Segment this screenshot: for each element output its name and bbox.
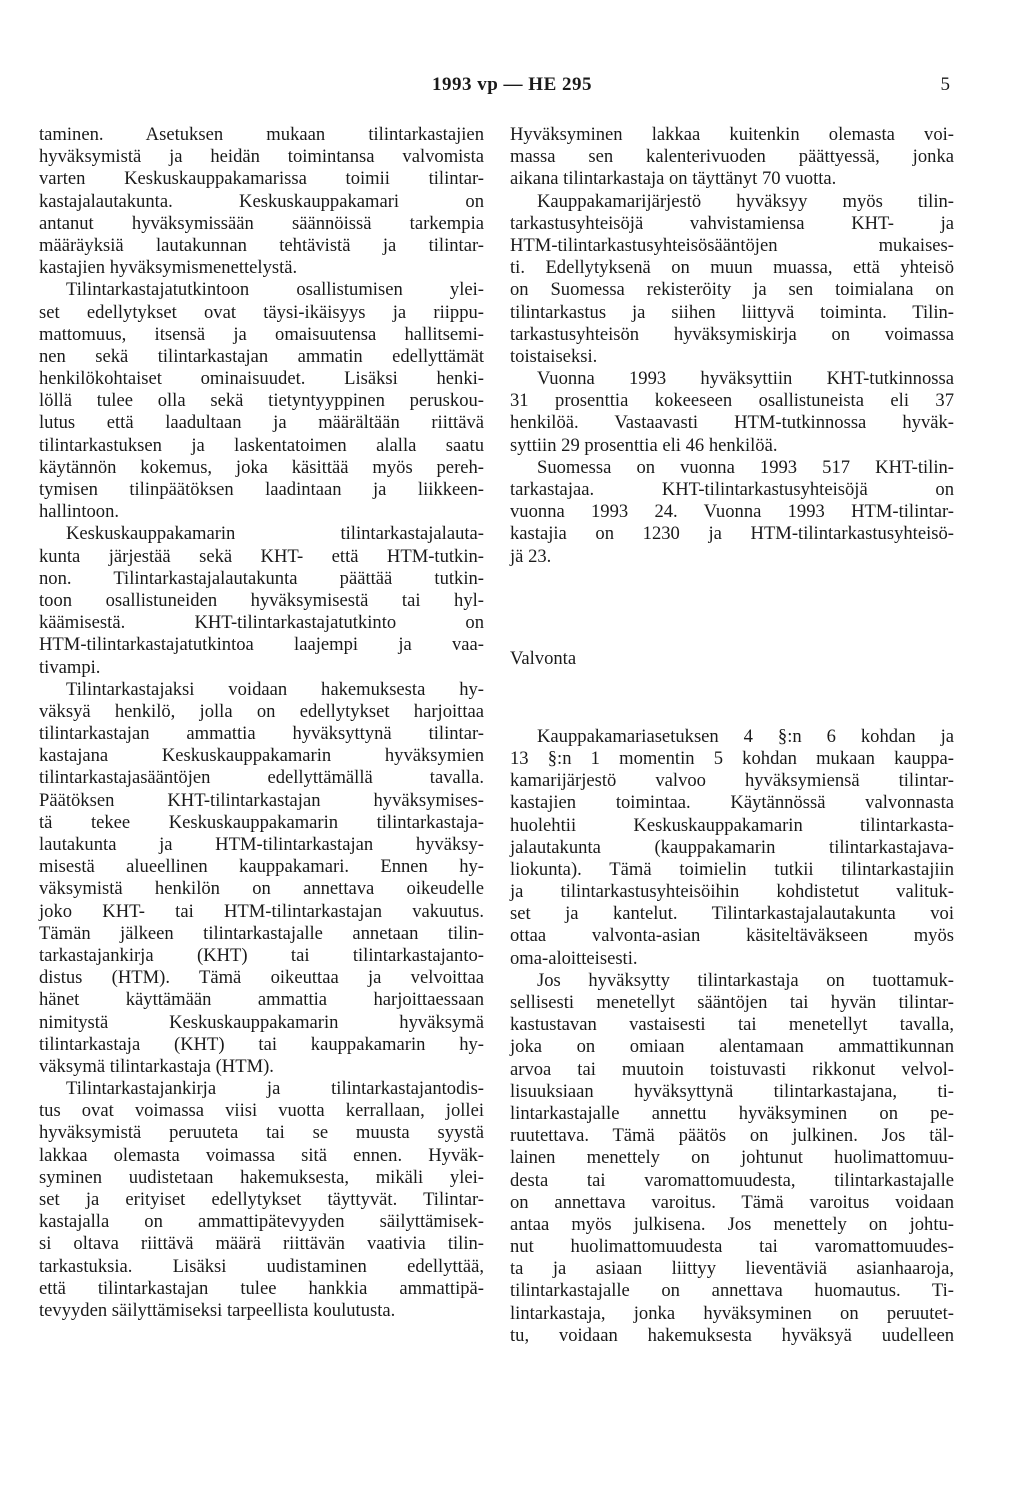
text-line: ottaa valvonta-asian käsiteltäväkseen myös — [510, 925, 954, 947]
right-column-top — [510, 124, 954, 568]
text-line: Kauppakamarijärjestö hyväksyy myös tilin- — [537, 190, 954, 212]
right-column-bottom — [510, 726, 954, 1347]
text-line: antaa myös julkisena. Jos menettely on johtu- — [510, 1213, 954, 1235]
text-line: ja tilintarkastusyhteisöihin kohdistetut valituk- — [510, 881, 954, 903]
paragraph — [39, 1078, 484, 1322]
text-line: henkilöä. Vastaavasti HTM-tutkinnossa hyväk- — [510, 412, 954, 434]
text-line: ta ja asiaan liittyy lieventäviä asianhaaroja, — [510, 1258, 954, 1280]
text-line: määräyksiä lautakunnan tehtävistä ja tilintar- — [39, 234, 484, 256]
text-line: kastustavan vastaisesti tai menetellyt tavalla, — [510, 1014, 954, 1036]
text-line: löllä tulee olla sekä tietyntyyppinen peruskou- — [39, 390, 484, 412]
text-line: käytännön kokemus, joka käsittää myös pereh- — [39, 456, 484, 478]
text-line: hyväksymistä ja heidän toimintansa valvomista — [39, 146, 484, 168]
text-line: väksyä henkilö, jolla on edellytykset harjoittaa — [39, 700, 484, 722]
text-line: väksymä tilintarkastaja (HTM). — [39, 1055, 274, 1077]
text-line: tarkastusyhteisön hyväksymiskirja on voimassa — [510, 323, 954, 345]
text-line: varten Keskuskauppakamarissa toimii tilintar- — [39, 168, 484, 190]
text-line: tilintarkastuksen ja laskentatoimen alalla saatu — [39, 434, 484, 456]
text-line: tarkastusyhteisöjä vahvistamiensa KHT- ja — [510, 212, 954, 234]
paragraph — [39, 679, 484, 1078]
text-line: tarkastuksia. Lisäksi uudistaminen edellyttää, — [39, 1255, 484, 1277]
text-line: mattomuus, itsensä ja omaisuutensa hallitsemi- — [39, 323, 484, 345]
text-line: on Suomessa rekisteröity ja sen toimialana on — [510, 279, 954, 301]
text-line: että tilintarkastajan tulee hankkia ammattipä- — [39, 1277, 484, 1299]
text-line: non. Tilintarkastajalautakunta päättää tutkin- — [39, 567, 484, 589]
text-line: desta tai varomattomuudesta, tilintarkastajalle — [510, 1169, 954, 1191]
text-line: tevyyden säilyttämiseksi tarpeellista koulutusta. — [39, 1299, 396, 1321]
left-column — [39, 124, 484, 1322]
text-line: Tilintarkastajaksi voidaan hakemuksesta hy- — [66, 678, 484, 700]
text-line: HTM-tilintarkastajatutkintoa laajempi ja vaa- — [39, 634, 484, 656]
text-line: joka on omiaan alentamaan ammattikunnan — [510, 1036, 954, 1058]
text-line: tilintarkastajasääntöjen edellyttämällä tavalla. — [39, 767, 484, 789]
text-line: misestä alueellinen kauppakamari. Ennen hy- — [39, 856, 484, 878]
text-line: arvoa tai muutoin toistuvasti rikkonut velvol- — [510, 1058, 954, 1080]
text-line: Jos hyväksytty tilintarkastaja on tuottamuk- — [537, 969, 954, 991]
text-line: Keskuskauppakamarin tilintarkastajalauta- — [66, 523, 484, 545]
text-line: kastajana Keskuskauppakamarin hyväksymien — [39, 745, 484, 767]
text-line: syminen uudistetaan hakemuksesta, mikäli ylei- — [39, 1166, 484, 1188]
text-line: set ja erityiset edellytykset täyttyvät. Tilintar- — [39, 1189, 484, 1210]
text-line: kastajalautakunta. Keskuskauppakamari on — [39, 190, 484, 212]
text-line: massa sen kalenterivuoden päättyessä, jonka — [510, 146, 954, 168]
page-number: 5 — [940, 74, 950, 95]
text-line: Päätöksen KHT-tilintarkastajan hyväksymises- — [39, 789, 484, 811]
text-line: tus ovat voimassa viisi vuotta kerrallaan, jollei — [39, 1100, 484, 1122]
paragraph — [510, 726, 954, 970]
text-line: Hyväksyminen lakkaa kuitenkin olemasta voi- — [510, 124, 954, 145]
right-column — [510, 124, 954, 1347]
text-line: huolehtii Keskuskauppakamarin tilintarkasta- — [510, 814, 954, 836]
text-line: HTM-tilintarkastusyhteisösääntöjen mukaises- — [510, 234, 954, 256]
text-line: kastajalla on ammattipätevyyden säilyttämisek- — [39, 1211, 484, 1233]
paragraph — [39, 279, 484, 523]
text-line: toon osallistuneiden hyväksymisestä tai hyl- — [39, 589, 484, 611]
text-line: henkilökohtaiset ominaisuudet. Lisäksi henki- — [39, 368, 484, 390]
text-line: hyväksymistä peruuteta tai se muusta syystä — [39, 1122, 484, 1144]
paragraph — [510, 970, 954, 1347]
text-line: nimitystä Keskuskauppakamarin hyväksymä — [39, 1011, 484, 1033]
text-line: lautakunta ja HTM-tilintarkastajan hyväksy- — [39, 834, 484, 855]
text-line: tymisen tilinpäätöksen laadintaan ja liikkeen- — [39, 479, 484, 500]
text-line: Tilintarkastajatutkintoon osallistumisen ylei- — [66, 279, 484, 301]
text-line: hallintoon. — [39, 501, 120, 523]
text-line: lainen menettely on johtunut huolimattomuu- — [510, 1147, 954, 1169]
text-line: kunta järjestää sekä KHT- että HTM-tutkin- — [39, 545, 484, 567]
text-line: vuonna 1993 24. Vuonna 1993 HTM-tilintar- — [510, 501, 954, 523]
paragraph — [510, 457, 954, 568]
text-line: tilintarkastus ja siihen liittyvä toiminta. Tilin- — [510, 301, 954, 323]
text-line: ti. Edellytyksenä on muun muassa, että yhteisö — [510, 257, 954, 279]
text-line: kastajien hyväksymismenettelystä. — [39, 257, 298, 279]
text-line: antanut hyväksymissään säännöissä tarkempia — [39, 212, 484, 234]
text-line: si oltava riittävä määrä riittävän vaativia tilin- — [39, 1233, 484, 1255]
text-line: sellisesti menetellyt sääntöjen tai hyvän tilintar- — [510, 992, 954, 1013]
text-line: joko KHT- tai HTM-tilintarkastajan vakuutus. — [39, 900, 484, 922]
text-line: kamarijärjestö valvoo hyväksymiensä tilintar- — [510, 770, 954, 792]
text-line: 13 §:n 1 momentin 5 kohdan mukaan kauppa- — [510, 747, 954, 769]
paragraph — [510, 368, 954, 457]
text-line: lintarkastajalle annettu hyväksyminen on pe- — [510, 1102, 954, 1124]
text-line: lintarkastaja, jonka hyväksyminen on peruutet- — [510, 1302, 954, 1324]
text-line: tilintarkastajan ammattia hyväksyttynä tilintar- — [39, 723, 484, 745]
text-line: jalautakunta (kauppakamarin tilintarkastajava- — [510, 836, 954, 858]
text-line: 31 prosenttia kokeeseen osallistuneista eli 37 — [510, 390, 954, 412]
page-header — [0, 74, 1024, 104]
text-line: set ja kantelut. Tilintarkastajalautakunta voi — [510, 903, 954, 925]
text-line: Kauppakamariasetuksen 4 §:n 6 kohdan ja — [537, 725, 954, 747]
text-line: tä tekee Keskuskauppakamarin tilintarkastaja- — [39, 811, 484, 833]
section-heading: Valvonta — [510, 647, 577, 669]
text-line: väksymistä henkilön on annettava oikeudelle — [39, 878, 484, 900]
text-line: jä 23. — [510, 545, 552, 567]
text-line: tilintarkastaja (KHT) tai kauppakamarin hy- — [39, 1033, 484, 1055]
text-line: tilintarkastajalle on annettava huomautus. Ti- — [510, 1280, 954, 1302]
text-line: liokunta). Tämä toimielin tutkii tilintarkastajiin — [510, 858, 954, 880]
text-line: Tämän jälkeen tilintarkastajalle annetaan tilin- — [39, 922, 484, 944]
text-line: taminen. Asetuksen mukaan tilintarkastajien — [39, 124, 484, 145]
text-line: tu, voidaan hakemuksesta hyväksyä uudelleen — [510, 1324, 954, 1346]
header-title: 1993 vp — HE 295 — [431, 74, 593, 95]
text-line: hänet käyttämään ammattia harjoittaessaan — [39, 989, 484, 1011]
paragraph — [39, 124, 484, 279]
text-line: lisuuksiaan hyväksyttynä tilintarkastajana, ti- — [510, 1080, 954, 1102]
text-line: lakkaa olemasta voimassa sitä ennen. Hyväk- — [39, 1144, 484, 1166]
text-line: set edellytykset ovat täysi-ikäisyys ja riippu- — [39, 301, 484, 323]
text-line: käämisestä. KHT-tilintarkastajatutkinto on — [39, 612, 484, 634]
text-line: lutus että laadultaan ja määrältään riittävä — [39, 412, 484, 434]
text-line: distus (HTM). Tämä oikeuttaa ja velvoittaa — [39, 967, 484, 989]
text-line: oma-aloitteisesti. — [510, 947, 638, 969]
text-line: tivampi. — [39, 656, 101, 678]
text-line: syttiin 29 prosenttia eli 46 henkilöä. — [510, 434, 778, 456]
text-line: Tilintarkastajankirja ja tilintarkastajantodis- — [66, 1078, 484, 1100]
paragraph — [510, 124, 954, 191]
text-line: on annettava varoitus. Tämä varoitus voidaan — [510, 1191, 954, 1213]
text-line: nen sekä tilintarkastajan ammatin edellyttämät — [39, 345, 484, 367]
paragraph — [510, 191, 954, 369]
text-line: kastajien toimintaa. Käytännössä valvonnasta — [510, 792, 954, 814]
text-line: kastajia on 1230 ja HTM-tilintarkastusyhteisö- — [510, 523, 954, 545]
paragraph — [39, 523, 484, 678]
text-line: nut huolimattomuudesta tai varomattomuudes- — [510, 1236, 954, 1258]
text-line: tarkastajankirja (KHT) tai tilintarkastajanto- — [39, 944, 484, 966]
text-line: Suomessa on vuonna 1993 517 KHT-tilin- — [537, 456, 954, 478]
text-line: tarkastajaa. KHT-tilintarkastusyhteisöjä on — [510, 479, 954, 500]
text-line: toistaiseksi. — [510, 345, 598, 367]
text-line: aikana tilintarkastaja on täyttänyt 70 vuotta. — [510, 168, 837, 190]
text-line: Vuonna 1993 hyväksyttiin KHT-tutkinnossa — [537, 368, 954, 390]
text-line: ruutettava. Tämä päätös on julkinen. Jos täl- — [510, 1125, 954, 1147]
